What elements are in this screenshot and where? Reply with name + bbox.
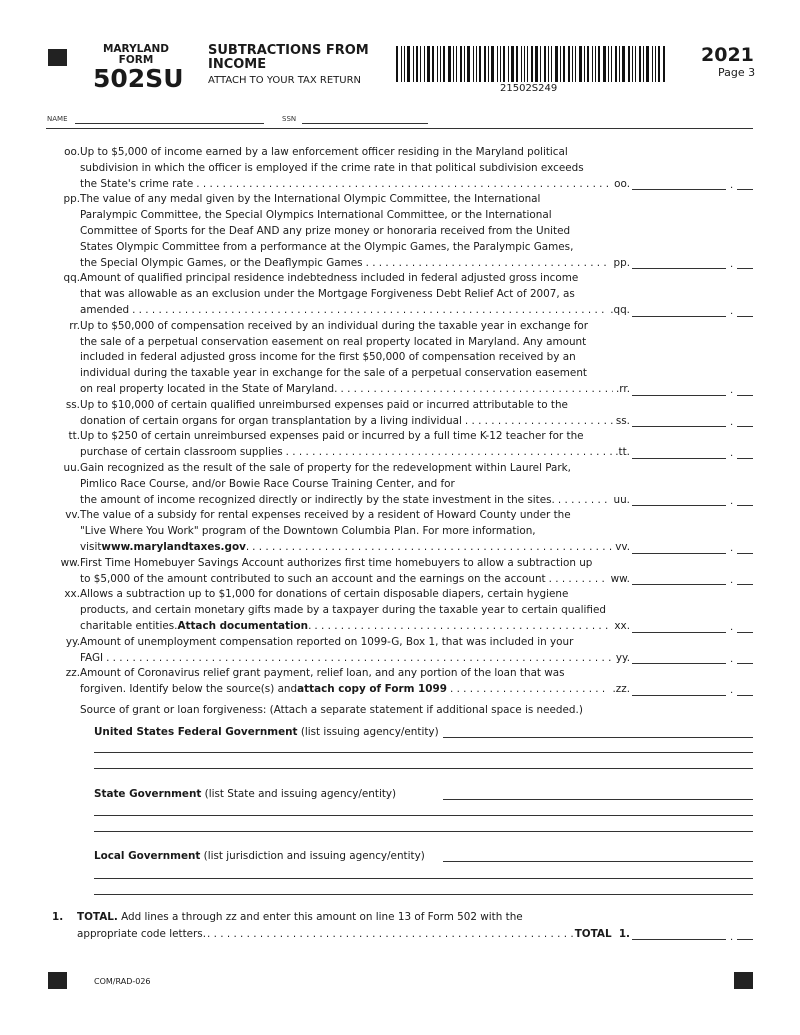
barcode-bar: [560, 46, 561, 82]
dollars-field[interactable]: [632, 695, 726, 696]
cents-field[interactable]: [737, 505, 753, 506]
state-source-line-2[interactable]: [94, 806, 753, 816]
local-source-field[interactable]: [443, 852, 753, 862]
dot-leader: [314, 619, 611, 635]
cents-field[interactable]: [737, 695, 753, 696]
source-intro: Source of grant or loan forgiveness: (Attach a separate statement if additional space is needed.): [80, 704, 583, 716]
item-last-line: [40, 382, 734, 398]
form-title: SUBTRACTIONS FROM INCOME: [208, 43, 369, 72]
federal-source-field[interactable]: [443, 728, 753, 738]
cents-field[interactable]: [737, 395, 753, 396]
cents-field[interactable]: [737, 426, 753, 427]
item-text: charitable entities.: [80, 619, 178, 632]
barcode-bar: [579, 46, 582, 82]
local-source-line-2[interactable]: [94, 869, 753, 879]
barcode-bar: [420, 46, 421, 82]
header-divider: [46, 128, 753, 129]
item-text: amended: [80, 303, 130, 316]
dot-leader: [549, 572, 608, 588]
item-text-line: States Olympic Committee from a performance at the Olympic Games, the Paralympic Games,: [80, 240, 574, 253]
line-code: .tt.: [615, 446, 630, 459]
dollars-field[interactable]: [632, 426, 726, 427]
item-text: to $5,000 of the amount contributed to such an account and the earnings on the account: [80, 572, 546, 585]
item-text: .: [245, 540, 250, 553]
barcode-bar: [652, 46, 653, 82]
registration-mark: [734, 972, 753, 989]
amount-field-tt[interactable]: [632, 449, 753, 459]
dollars-field[interactable]: [632, 316, 726, 317]
barcode-bar: [511, 46, 514, 82]
dot-leader: [340, 382, 613, 398]
barcode-bar: [460, 46, 462, 82]
barcode-bar: [456, 46, 457, 82]
subtraction-item-zz: [40, 666, 760, 698]
decimal-point: .: [730, 574, 734, 586]
item-text-line: subdivision in which the officer is employed if the crime rate in that political subdivision exceeds: [80, 161, 584, 174]
subtraction-item-ww: [40, 556, 760, 588]
dollars-field[interactable]: [632, 395, 726, 396]
subtraction-items: [40, 145, 760, 698]
dot-leader: [252, 540, 612, 556]
item-last-line: [40, 177, 734, 193]
total-text: appropriate code letters.: [77, 928, 207, 940]
item-text-line: products, and certain monetary gifts made by a taxpayer during the taxable year to certain qualified: [80, 604, 606, 617]
item-code: tt.: [68, 430, 80, 443]
state-source-field[interactable]: [443, 790, 753, 800]
barcode-bar: [615, 46, 617, 82]
barcode-bar: [622, 46, 625, 82]
item-code: uu.: [63, 461, 80, 474]
barcode-bar: [473, 46, 474, 82]
amount-field-rr[interactable]: [632, 386, 753, 396]
dollars-field[interactable]: [632, 458, 726, 459]
barcode-bar: [643, 46, 644, 82]
item-bold-text: Attach documentation: [177, 619, 309, 632]
line-code: ss.: [615, 414, 630, 427]
dollars-field[interactable]: [632, 584, 726, 585]
barcode-bar: [443, 46, 445, 82]
subtraction-item-tt: [40, 429, 760, 461]
subtraction-item-vv: [40, 508, 760, 555]
decimal-point: .: [730, 685, 734, 697]
federal-source-line-3[interactable]: [94, 759, 753, 769]
item-code: xx.: [64, 588, 80, 601]
federal-source-label: United States Federal Government (list issuing agency/entity): [94, 726, 439, 738]
registration-mark: [48, 49, 67, 66]
total-code: TOTAL 1.: [574, 928, 630, 940]
barcode-bar: [628, 46, 630, 82]
decimal-point: .: [730, 179, 734, 191]
item-text-line: "Live Where You Work" program of the Downtown Columbia Plan. For more information,: [80, 525, 536, 538]
amount-field-qq[interactable]: [632, 307, 753, 317]
decimal-point: .: [730, 542, 734, 554]
barcode-bar: [413, 46, 414, 82]
amount-field-vv[interactable]: [632, 544, 753, 554]
barcode-bar: [555, 46, 558, 82]
barcode-bar: [535, 46, 538, 82]
state-source-line-3[interactable]: [94, 822, 753, 832]
item-code: pp.: [63, 193, 80, 206]
item-code: oo.: [64, 146, 80, 158]
line-code: vv.: [615, 540, 630, 553]
item-last-line: [40, 303, 734, 319]
barcode-bar: [598, 46, 600, 82]
item-text-line: included in federal adjusted gross income for the first $50,000 of compensation received by an: [80, 351, 576, 364]
barcode-bar: [540, 46, 541, 82]
dollars-field[interactable]: [632, 632, 726, 633]
subtraction-item-yy: [40, 635, 760, 667]
cents-field[interactable]: [737, 268, 753, 269]
barcode-bar: [639, 46, 641, 82]
barcode-bar: [497, 46, 498, 82]
barcode-bar: [563, 46, 565, 82]
line-code: pp.: [613, 256, 630, 269]
barcode-bar: [524, 46, 525, 82]
line-code: .qq.: [610, 303, 630, 316]
decimal-point: .: [730, 653, 734, 665]
amount-field-xx[interactable]: [632, 623, 753, 633]
amount-field-ww[interactable]: [632, 575, 753, 585]
item-text: FAGI: [80, 651, 104, 664]
cents-field[interactable]: [737, 458, 753, 459]
item-code: vv.: [65, 509, 80, 522]
cents-field[interactable]: [737, 553, 753, 554]
form-number: 502SU: [93, 64, 184, 93]
barcode-bar: [595, 46, 596, 82]
item-text-line: Pimlico Race Course, and/or Bowie Race Course Training Center, and for: [80, 477, 455, 490]
barcode-bar: [658, 46, 660, 82]
barcode-bar: [544, 46, 546, 82]
item-code: zz.: [65, 667, 80, 680]
item-last-line: [40, 619, 734, 635]
item-last-line: [40, 540, 734, 556]
barcode-bar: [500, 46, 501, 82]
page-number: Page 3: [718, 66, 756, 79]
dot-leader: [132, 303, 607, 319]
barcode-bar: [646, 46, 649, 82]
barcode-bar: [592, 46, 593, 82]
registration-mark: [48, 972, 67, 989]
total-line-number: 1.: [52, 911, 64, 923]
name-label: NAME: [47, 115, 68, 123]
item-last-line: [40, 493, 734, 509]
amount-field-ss[interactable]: [632, 417, 753, 427]
line-code: oo.: [614, 177, 630, 190]
barcode-bar: [608, 46, 609, 82]
barcode-bar: [396, 46, 398, 82]
item-text: .: [308, 619, 312, 632]
barcode-bar: [404, 46, 405, 82]
item-code: rr.: [69, 319, 80, 332]
barcode-bar: [584, 46, 585, 82]
barcode-bar: [484, 46, 486, 82]
barcode-bar: [407, 46, 410, 82]
dollars-field[interactable]: [632, 268, 726, 269]
item-code: ss.: [65, 398, 80, 411]
dollars-field[interactable]: [632, 663, 726, 664]
local-source-label: Local Government (list jurisdiction and issuing agency/entity): [94, 850, 425, 862]
item-text-line: Gain recognized as the result of the sale of property for the redevelopment within Laurel Park,: [80, 461, 571, 474]
dollars-field[interactable]: [632, 553, 726, 554]
barcode-bar: [655, 46, 656, 82]
barcode-bar: [572, 46, 573, 82]
item-text-line: Amount of Coronavirus relief grant payment, relief loan, and any portion of the loan that was: [80, 667, 565, 680]
barcode-bar: [632, 46, 633, 82]
amount-field-oo[interactable]: [632, 180, 753, 190]
barcode-bar: [437, 46, 438, 82]
cents-field[interactable]: [737, 189, 753, 190]
item-text-line: Up to $50,000 of compensation received by an individual during the taxable year in exchange for: [80, 319, 589, 332]
barcode-bar: [575, 46, 576, 82]
item-text: the Special Olympic Games, or the Deaflympic Games: [80, 256, 363, 269]
name-field[interactable]: [75, 114, 264, 124]
barcode-bar: [464, 46, 465, 82]
item-last-line: [40, 682, 734, 698]
item-text-line: the sale of a perpetual conservation easement on real property located in Maryland. Any amount: [80, 335, 587, 348]
item-text-line: Committee of Sports for the Deaf AND any prize money or honoraria received from the United: [80, 224, 571, 237]
item-text-line: Paralympic Committee, the Special Olympics International Committee, or the International: [80, 209, 552, 222]
total-description: TOTAL. Add lines a through zz and enter this amount on line 13 of Form 502 with the: [77, 911, 523, 923]
item-text-line: that was allowable as an exclusion under the Mortgage Forgiveness Debt Relief Act of 2007, as: [80, 288, 575, 301]
ssn-field[interactable]: [302, 114, 428, 124]
line-code: .zz.: [612, 683, 630, 696]
barcode-bar: [663, 46, 665, 82]
barcode-bar: [531, 46, 533, 82]
barcode-bar: [488, 46, 489, 82]
amount-field-yy[interactable]: [632, 654, 753, 664]
decimal-point: .: [730, 621, 734, 633]
barcode-bar: [603, 46, 606, 82]
dot-leader: [465, 414, 613, 430]
local-source-line-3[interactable]: [94, 885, 753, 895]
item-code: yy.: [65, 635, 80, 648]
subtraction-item-qq: [40, 271, 760, 318]
cents-field[interactable]: [737, 316, 753, 317]
dollars-field[interactable]: [632, 505, 726, 506]
cents-field[interactable]: [737, 663, 753, 664]
barcode-bar: [508, 46, 509, 82]
barcode-bar: [516, 46, 518, 82]
dot-leader: [366, 256, 611, 272]
line-code: uu.: [613, 493, 630, 506]
item-text: on real property located in the State of Maryland.: [80, 382, 338, 395]
barcode-bar: [527, 46, 528, 82]
decimal-point: .: [730, 384, 734, 396]
barcode-bar: [432, 46, 434, 82]
barcode-bar: [521, 46, 522, 82]
dot-leader: [558, 493, 611, 509]
federal-source-line-2[interactable]: [94, 743, 753, 753]
line-code: yy.: [615, 651, 630, 664]
item-text: donation of certain organs for organ transplantation by a living individual: [80, 414, 462, 427]
decimal-point: .: [730, 305, 734, 317]
cents-field[interactable]: [737, 632, 753, 633]
barcode-bar: [635, 46, 636, 82]
state-source-label: State Government (list State and issuing agency/entity): [94, 788, 397, 800]
decimal-point: .: [730, 416, 734, 428]
line-code: .rr.: [615, 382, 630, 395]
barcode-bar: [476, 46, 477, 82]
tax-year: 2021: [701, 44, 754, 66]
decimal-point: .: [730, 258, 734, 270]
barcode-bar: [416, 46, 418, 82]
item-last-line: [40, 414, 734, 430]
item-last-line: [40, 445, 734, 461]
total-line: [77, 928, 630, 940]
dollars-field[interactable]: [632, 189, 726, 190]
item-text-line: The value of a subsidy for rental expenses received by a resident of Howard County under the: [80, 509, 571, 522]
amount-field-pp[interactable]: [632, 259, 753, 269]
barcode-bar: [491, 46, 494, 82]
barcode-bar: [503, 46, 505, 82]
barcode: [396, 46, 678, 82]
item-text-line: Up to $10,000 of certain qualified unreimbursed expenses paid or incurred attributable to the: [80, 398, 568, 411]
subtraction-item-pp: [40, 192, 760, 271]
item-last-line: [40, 572, 734, 588]
barcode-bar: [551, 46, 552, 82]
barcode-bar: [611, 46, 612, 82]
barcode-bar: [448, 46, 451, 82]
subtraction-item-ss: [40, 398, 760, 430]
form-header-label: MARYLAND FORM: [102, 43, 169, 66]
item-text-line: individual during the taxable year in exchange for the sale of a perpetual conservation easement: [80, 367, 587, 380]
amount-field-zz[interactable]: [632, 686, 753, 696]
total-amount-field[interactable]: .: [632, 930, 753, 940]
barcode-number: 21502S249: [500, 83, 558, 94]
barcode-bar: [467, 46, 470, 82]
item-code: ww.: [60, 556, 80, 569]
amount-field-uu[interactable]: [632, 496, 753, 506]
barcode-bar: [424, 46, 425, 82]
barcode-bar: [427, 46, 430, 82]
item-text-line: First Time Homebuyer Savings Account authorizes first time homebuyers to allow a subtraction up: [80, 556, 593, 569]
decimal-point: .: [730, 495, 734, 507]
line-code: xx.: [614, 619, 630, 632]
barcode-bar: [568, 46, 570, 82]
barcode-bar: [587, 46, 589, 82]
dot-leader: [450, 682, 610, 698]
barcode-bar: [479, 46, 481, 82]
item-code: qq.: [63, 272, 80, 285]
cents-field[interactable]: [737, 584, 753, 585]
subtraction-item-rr: [40, 319, 760, 398]
subtraction-item-uu: [40, 461, 760, 508]
item-text: visit: [80, 540, 102, 553]
barcode-bar: [548, 46, 549, 82]
dot-leader: [196, 177, 611, 193]
item-text-line: Allows a subtraction up to $1,000 for donations of certain disposable diapers, certain hygiene: [80, 588, 569, 601]
item-bold-text: www.marylandtaxes.gov: [101, 540, 246, 553]
item-text-line: Up to $5,000 of income earned by a law enforcement officer residing in the Maryland political: [80, 146, 568, 158]
ssn-label: SSN: [282, 115, 297, 123]
barcode-bar: [453, 46, 454, 82]
item-last-line: [40, 256, 734, 272]
item-bold-text: attach copy of Form 1099: [297, 683, 447, 696]
item-text-line: The value of any medal given by the International Olympic Committee, the International: [80, 193, 541, 206]
dot-leader: [286, 445, 613, 461]
barcode-bar: [440, 46, 441, 82]
item-text: the amount of income recognized directly or indirectly by the state investment in the sites.: [80, 493, 555, 506]
item-text: the State's crime rate: [80, 177, 194, 190]
item-text: forgiven. Identify below the source(s) and: [80, 683, 298, 696]
line-code: ww.: [610, 572, 630, 585]
dot-leader: [106, 651, 613, 667]
item-text-line: Amount of unemployment compensation reported on 1099-G, Box 1, that was included in your: [80, 635, 574, 648]
item-text: purchase of certain classroom supplies: [80, 446, 283, 459]
subtraction-item-xx: [40, 587, 760, 634]
item-text-line: Up to $250 of certain unreimbursed expenses paid or incurred by a full time K-12 teacher for the: [80, 430, 584, 443]
form-code: COM/RAD-026: [94, 977, 151, 986]
barcode-bar: [619, 46, 620, 82]
decimal-point: .: [730, 448, 734, 460]
form-subtitle: ATTACH TO YOUR TAX RETURN: [208, 75, 362, 86]
item-text-line: Amount of qualified principal residence indebtedness included in federal adjusted gross income: [80, 272, 579, 285]
item-last-line: [40, 651, 734, 667]
subtraction-item-oo: [40, 145, 760, 192]
barcode-bar: [401, 46, 402, 82]
